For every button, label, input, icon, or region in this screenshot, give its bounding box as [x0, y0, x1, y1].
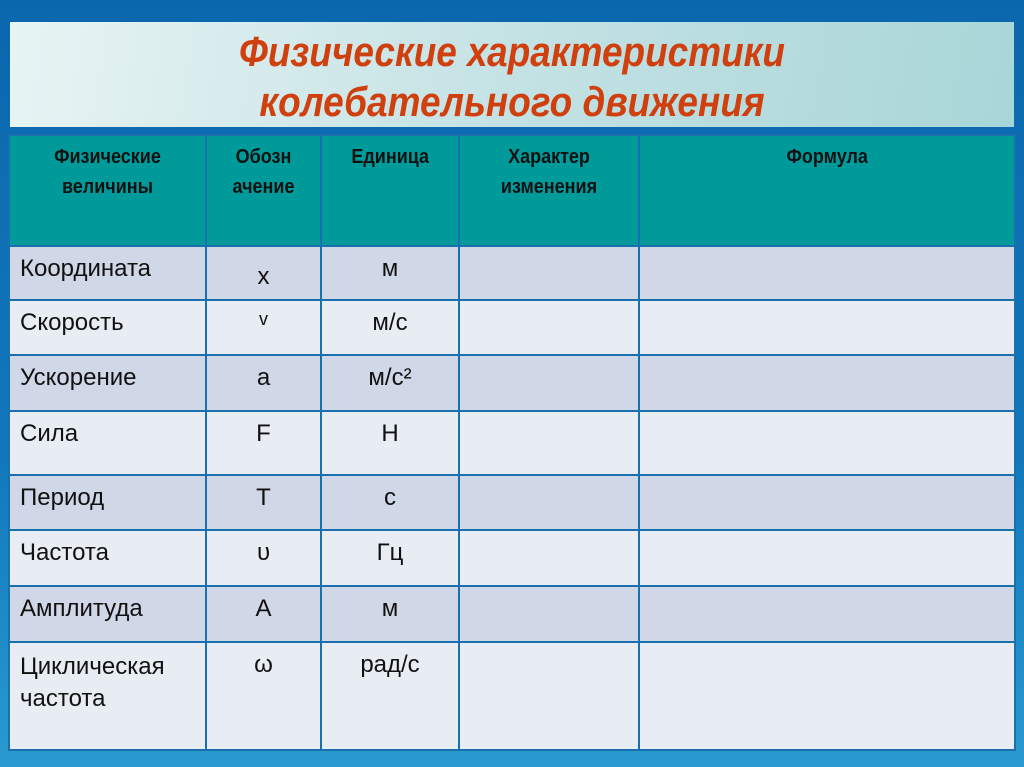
unit-cell: м — [321, 246, 459, 300]
formula-cell — [639, 530, 1015, 586]
formula-cell — [639, 586, 1015, 642]
change-cell — [459, 355, 639, 411]
change-cell — [459, 530, 639, 586]
symbol-cell: υ — [206, 530, 321, 586]
table-row — [9, 586, 1015, 642]
formula-cell — [639, 246, 1015, 300]
unit-cell: м/с — [321, 300, 459, 355]
header-quantity: Физические величины — [9, 135, 206, 246]
unit-cell: с — [321, 475, 459, 530]
table-row — [9, 642, 1015, 750]
change-cell — [459, 411, 639, 475]
table-row — [9, 300, 1015, 355]
title-line-1: Физические характеристики — [238, 28, 785, 75]
header-unit: Единица — [321, 135, 459, 246]
table-row — [9, 475, 1015, 530]
change-cell — [459, 642, 639, 750]
unit-cell: м/с² — [321, 355, 459, 411]
formula-cell — [639, 355, 1015, 411]
change-cell — [459, 475, 639, 530]
table-row — [9, 246, 1015, 300]
unit-cell: Н — [321, 411, 459, 475]
header-change: Характер изменения — [459, 135, 639, 246]
change-cell — [459, 300, 639, 355]
header-symbol: Обозн ачение — [206, 135, 321, 246]
header-formula: Формула — [639, 135, 1015, 246]
symbol-cell: a — [206, 355, 321, 411]
title-line-2: колебательного движения — [259, 78, 765, 125]
characteristics-table — [8, 134, 1016, 751]
quantity-cell: Частота — [9, 530, 206, 586]
table-row — [9, 355, 1015, 411]
header-row — [9, 135, 1015, 246]
formula-cell — [639, 300, 1015, 355]
symbol-cell: x — [206, 246, 321, 300]
quantity-cell: Ускорение — [9, 355, 206, 411]
symbol-cell: ω — [206, 642, 321, 750]
symbol-cell: F — [206, 411, 321, 475]
quantity-cell: Амплитуда — [9, 586, 206, 642]
change-cell — [459, 586, 639, 642]
table-row — [9, 411, 1015, 475]
symbol-cell: A — [206, 586, 321, 642]
change-cell — [459, 246, 639, 300]
symbol-cell: v — [206, 300, 321, 355]
quantity-cell: Скорость — [9, 300, 206, 355]
quantity-cell: Циклическая частота — [9, 642, 206, 750]
symbol-cell: T — [206, 475, 321, 530]
formula-cell — [639, 475, 1015, 530]
quantity-cell: Координата — [9, 246, 206, 300]
unit-cell: рад/с — [321, 642, 459, 750]
formula-cell — [639, 411, 1015, 475]
slide-title — [10, 22, 1014, 127]
quantity-cell: Период — [9, 475, 206, 530]
unit-cell: Гц — [321, 530, 459, 586]
table-row — [9, 530, 1015, 586]
quantity-cell: Сила — [9, 411, 206, 475]
formula-cell — [639, 642, 1015, 750]
unit-cell: м — [321, 586, 459, 642]
